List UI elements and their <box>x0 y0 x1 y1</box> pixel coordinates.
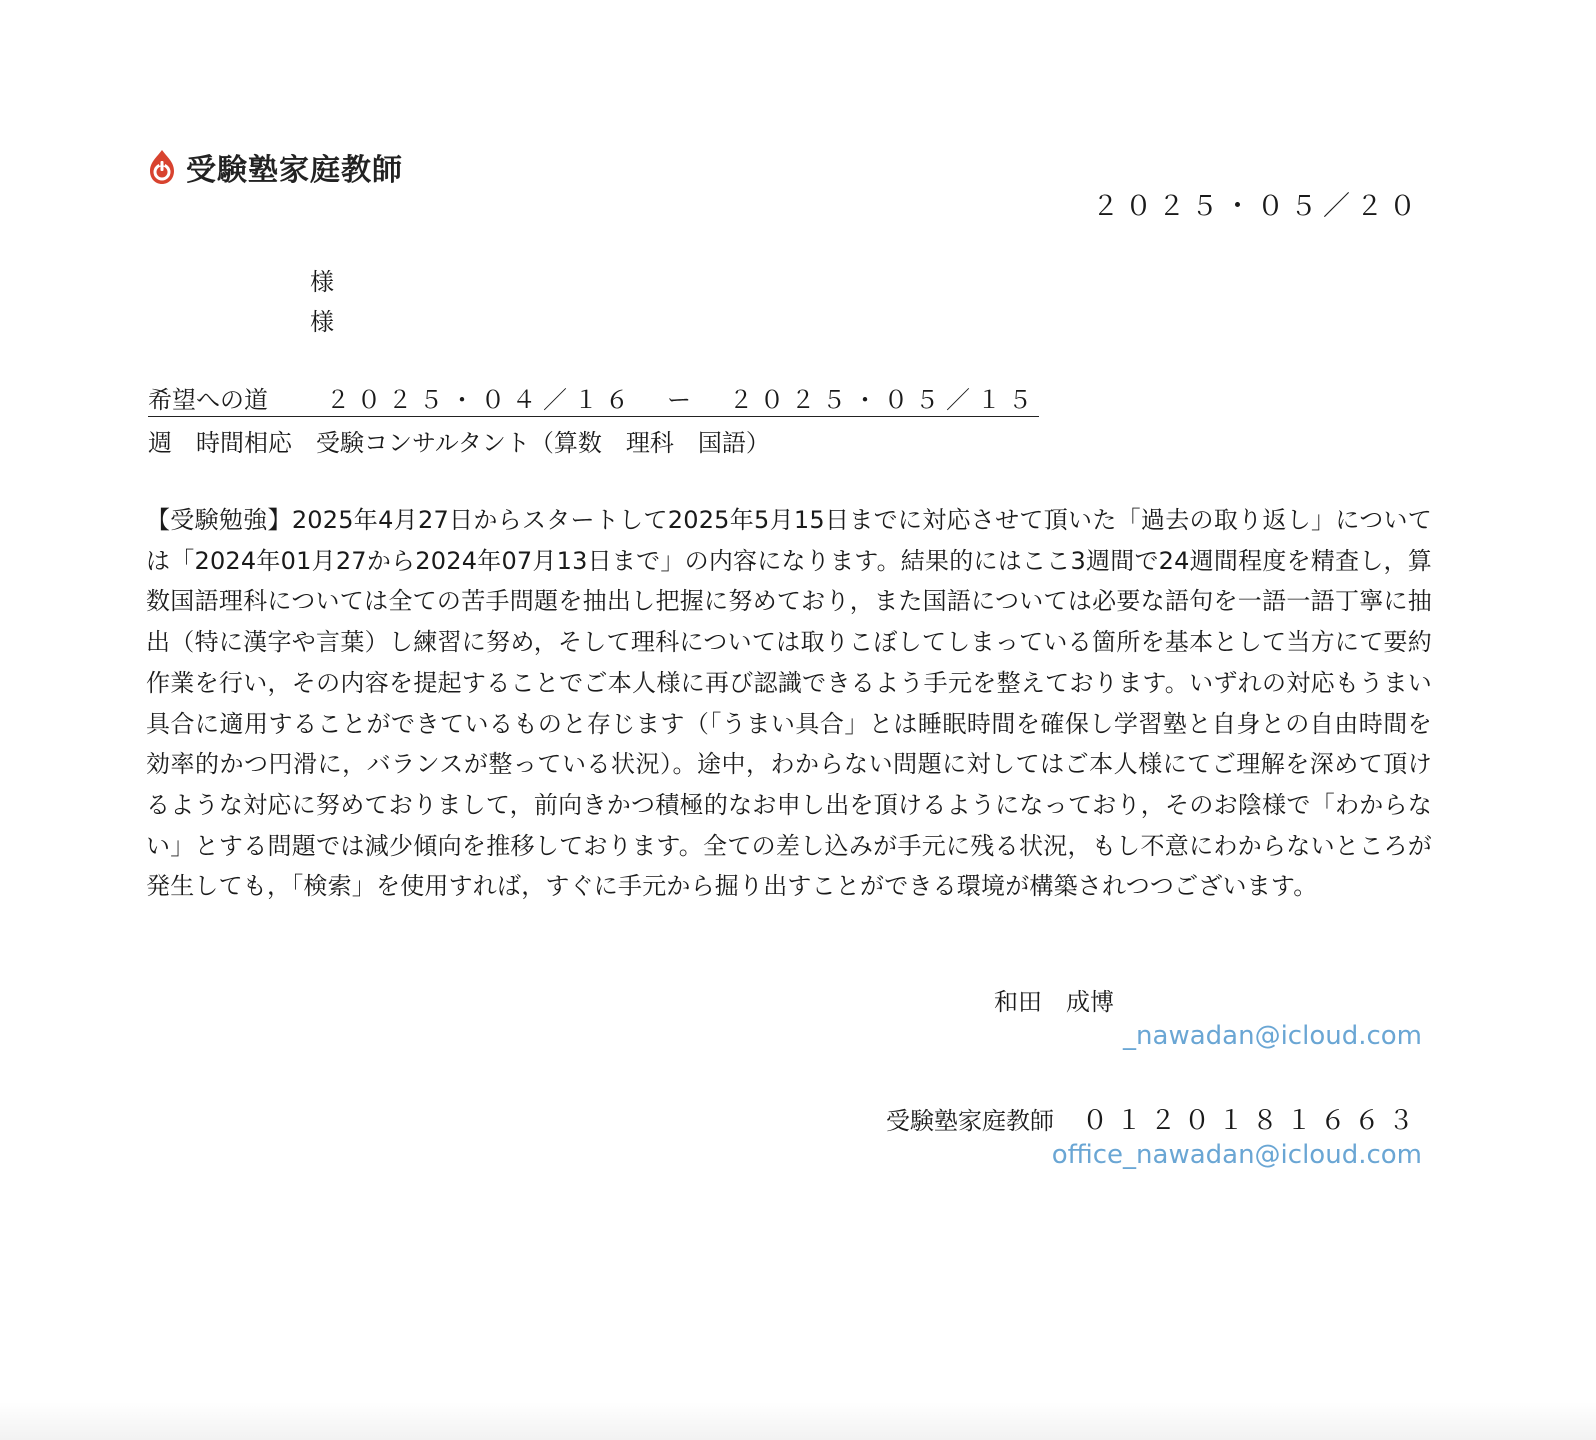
page-bottom-edge <box>0 1402 1596 1440</box>
office-phone: ０１２０１８１６６３ <box>1081 1106 1422 1136</box>
letter-date: ２０２５・０５／２０ <box>1092 191 1422 222</box>
office-name: 受験塾家庭教師 <box>885 1107 1054 1135</box>
recipient-line-1: 様 <box>310 268 334 296</box>
service-description: 週 時間相応 受験コンサルタント（算数 理科 国語） <box>148 429 770 457</box>
subject-heading <box>148 380 1039 417</box>
office-contact <box>886 1100 1422 1137</box>
flame-power-icon <box>146 149 178 185</box>
signer-email-link[interactable]: _nawadan@icloud.com <box>1123 1021 1422 1051</box>
office-email-link[interactable]: office_nawadan@icloud.com <box>1051 1140 1422 1170</box>
report-paragraph: 【受験勉強】2025年4月27日からスタートして2025年5月15日までに対応させて頂いた「過去の取り返し」については「2024年01月27から2024年07月13日まで」の内容になります。結果的にはここ3週間で24週間程度を精査し，算数国語理科については全ての苦手問題を抽出し把握に努めており，また国語については必要な語句を一語一語丁寧に抽出（特に漢字や言葉）し練習に努め，そして理科については取りこぼしてしまっている箇所を基本として当方にて要約作業を行い，その内容を提起することでご本人様に再び認識できるよう手元を整えております。いずれの対応もうまい具合に適用することができているものと存じます（「うまい具合」とは睡眠時間を確保し学習塾と自身との自由時間を効率的かつ円滑に，バランスが整っている状況）。途中，わからない問題に対してはご本人様にてご理解を深めて頂けるような対応に努めておりまして，前向きかつ積極的なお申し出を頂けるようになっており，そのお陰様で「わからない」とする問題では減少傾向を推移しております。全ての差し込みが手元に残る状況，もし不意にわからないところが発生しても，「検索」を使用すれば，すぐに手元から掘り出すことができる環境が構築されつつございます。 <box>146 506 1432 901</box>
signer-name: 和田 成博 <box>994 988 1114 1016</box>
recipient-line-2: 様 <box>310 308 334 336</box>
subject-title: 希望への道 <box>148 386 268 414</box>
logo-text: 受験塾家庭教師 <box>186 153 403 188</box>
subject-period: ２０２５・０４／１６ ー ２０２５・０５／１５ <box>326 386 1039 414</box>
company-logo <box>146 145 403 189</box>
